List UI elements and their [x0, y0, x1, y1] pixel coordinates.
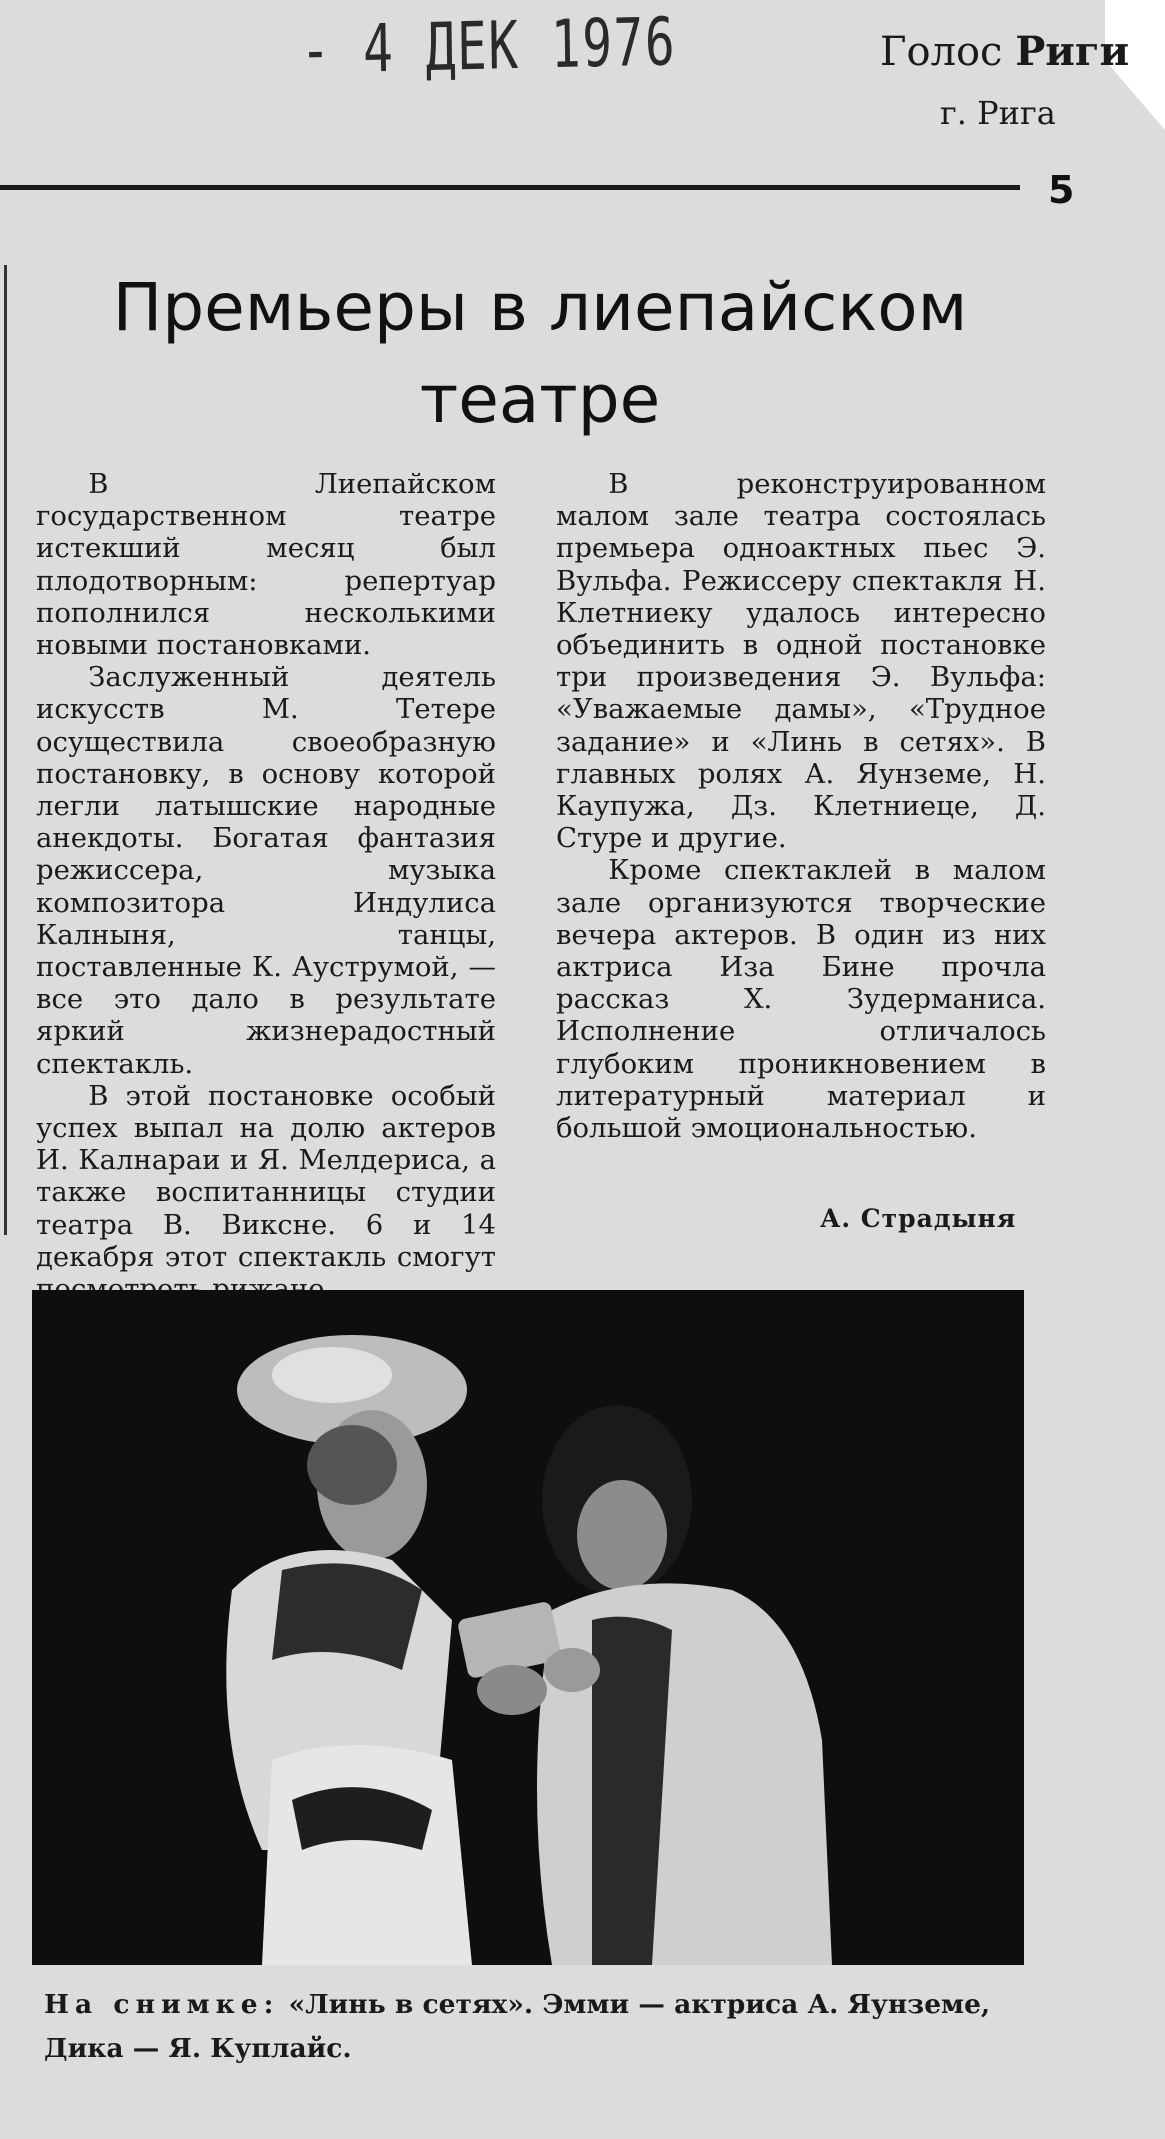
newspaper-stamp: [880, 28, 1129, 75]
paragraph: В Лиепайском государственном театре истекший месяц был плодотворным: репертуар пополнился несколькими новыми постановками.: [36, 468, 496, 662]
city-stamp: г. Рига: [940, 94, 1056, 132]
column-border: [4, 265, 7, 1235]
article-right-column: [556, 468, 1046, 1144]
page-number: 5: [1048, 168, 1075, 212]
paragraph: Заслуженный деятель искусств М. Тетере осуществила своеобразную постановку, в основу которой легли латышские народные анекдоты. Богатая фантазия режиссера, музыка композитора Индулиса Калныня, танцы, поставленные К. Ауструмой, — все это дало в результате яркий жизнерадостный спектакль.: [36, 661, 496, 1080]
photo-illustration: [32, 1290, 1024, 1965]
caption-text: «Линь в сетях». Эмми — актриса А. Яунземе, Дика — Я. Куплайс.: [44, 1989, 991, 2064]
paragraph: В реконструированном малом зале театра состоялась премьера одноактных пьес Э. Вульфа. Режиссеру спектакля Н. Клетниеку удалось интересно объединить в одной постановке три произведения Э. Вульфа: «Уважаемые дамы», «Трудное задание» и «Линь в сетях». В главных ролях А. Яунземе, Н. Каупужа, Дз. Клетниеце, Д. Стуре и другие.: [556, 468, 1046, 855]
article-left-column: [36, 468, 496, 1305]
article-headline: [40, 262, 1040, 446]
headline-line-2: театре: [419, 361, 661, 438]
photo-caption: [44, 1983, 1044, 2071]
caption-lead: На снимке:: [44, 1989, 280, 2020]
paragraph: Кроме спектаклей в малом зале организуются творческие вечера актеров. В один из них актриса Иза Бине прочла рассказ Х. Зудерманиса. Исполнение отличалось глубоким проникновением в литературный материал и большой эмоциональностью.: [556, 854, 1046, 1145]
paragraph: В этой постановке особый успех выпал на долю актеров И. Калнараи и Я. Мелдериса, а также воспитанницы студии театра В. Виксне. 6 и 14 декабря этот спектакль смогут: [36, 1079, 496, 1273]
date-stamp: - 4 ДЕК 1976: [300, 3, 677, 89]
header-rule: [0, 185, 1020, 190]
newspaper-name-prefix: Голос: [880, 29, 1003, 75]
author-byline: А. Страдыня: [820, 1204, 1017, 1233]
headline-line-1: Премьеры в лиепайском: [112, 269, 968, 346]
article-photo: [32, 1290, 1024, 1965]
newspaper-name-bold: Риги: [1015, 28, 1130, 75]
